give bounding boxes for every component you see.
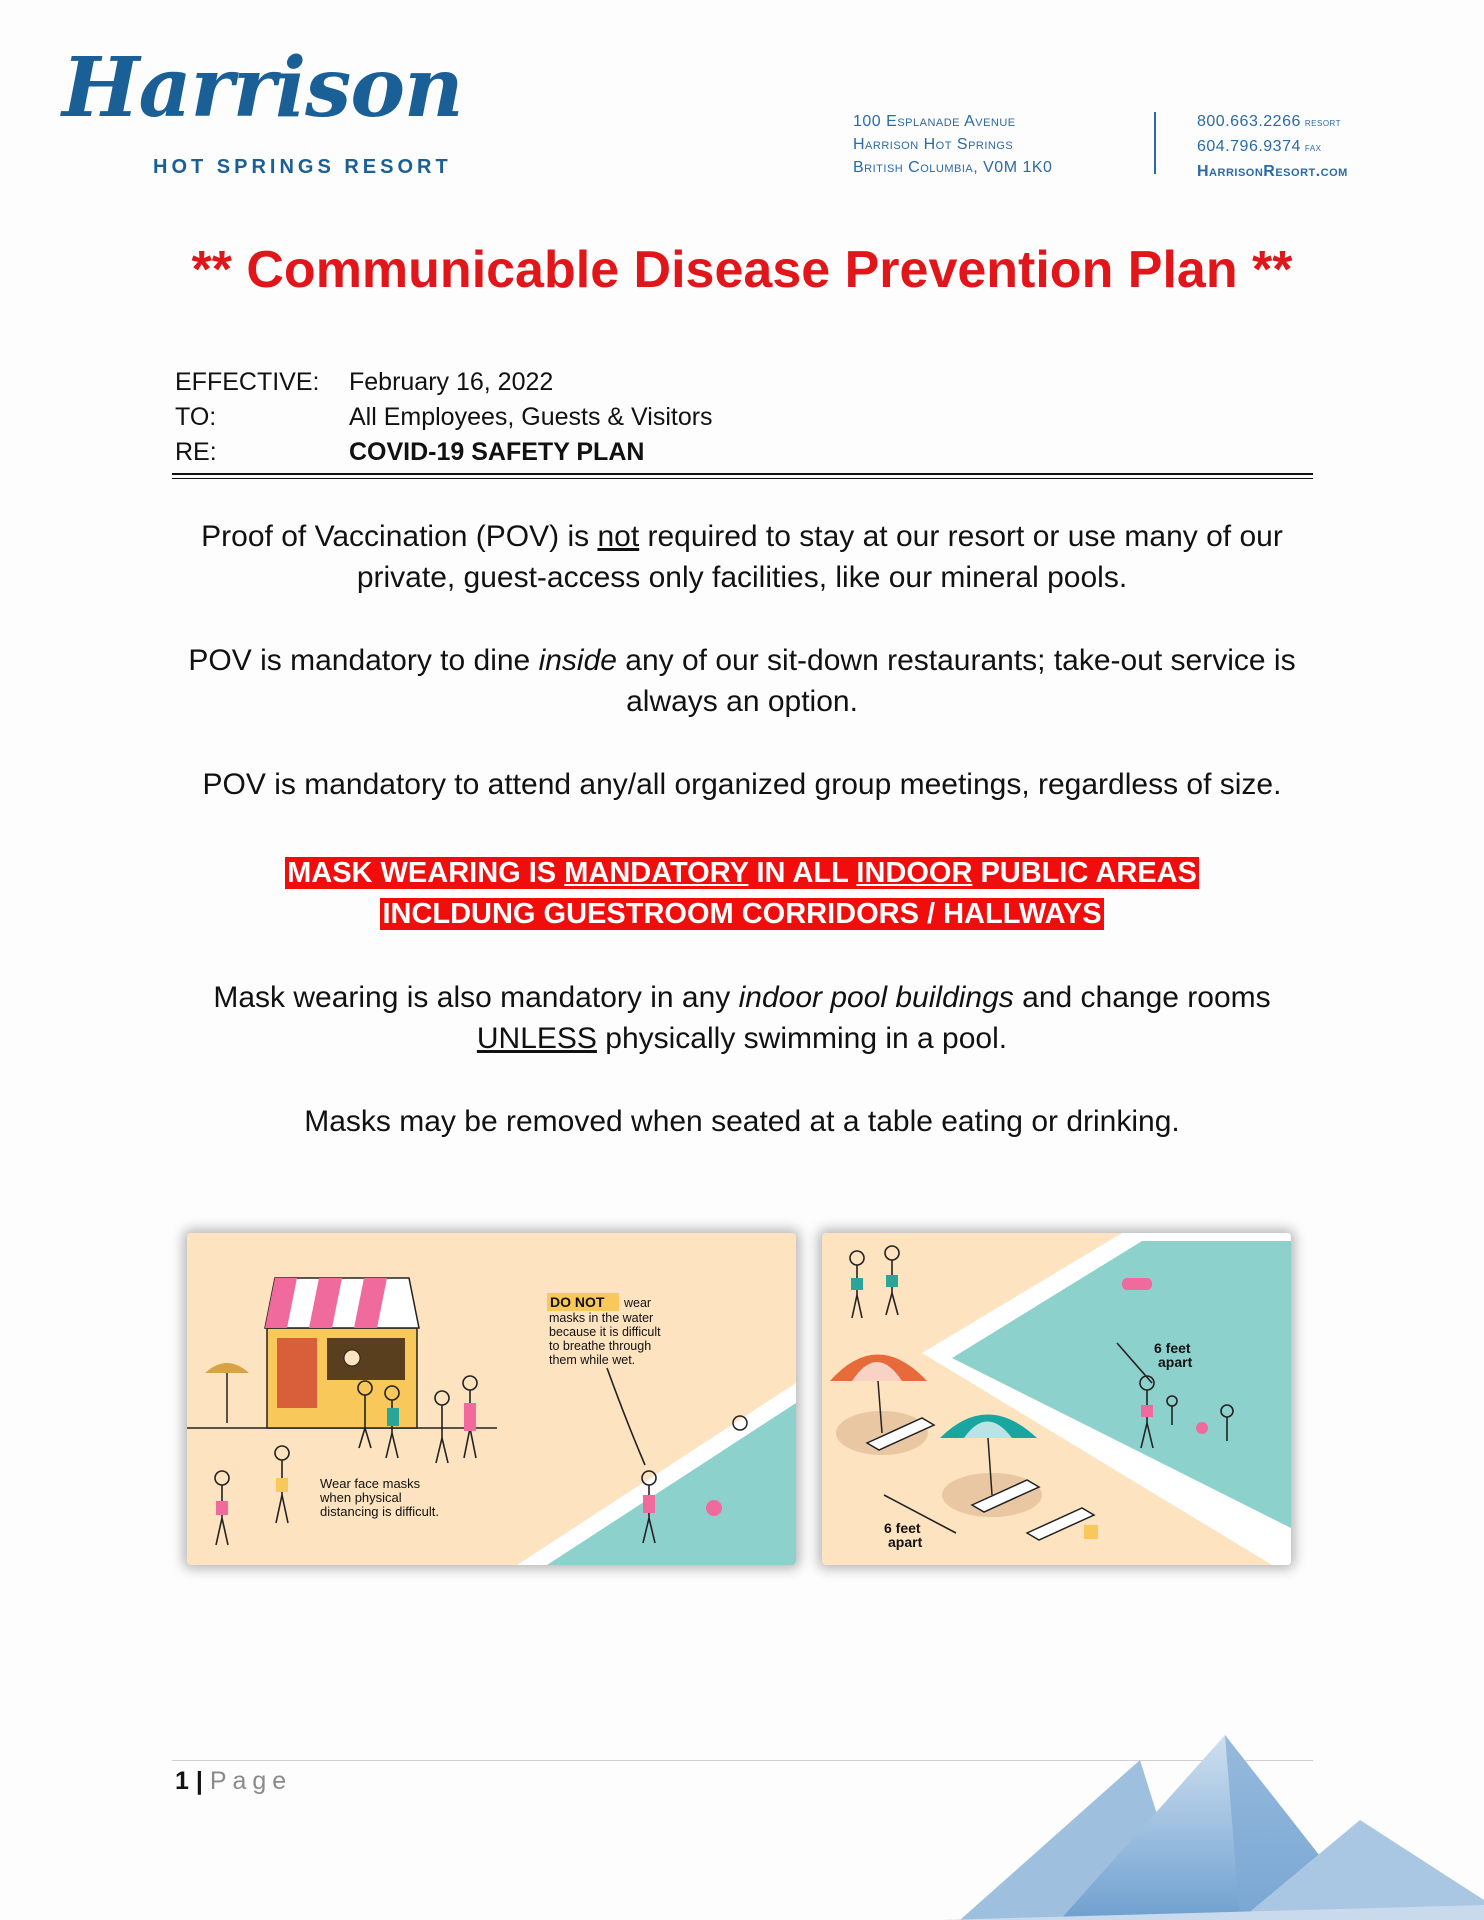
memo-rule — [172, 473, 1313, 475]
caption-line: distancing is difficult. — [320, 1504, 439, 1519]
mask-mandate-banner: MASK WEARING IS MANDATORY IN ALL INDOOR PUBLIC AREAS INCLDUNG GUESTROOM CORRIDORS / HALLWAYS — [287, 857, 1197, 930]
distance-label: 6 feet — [1154, 1340, 1191, 1356]
resort-contact — [1197, 110, 1348, 183]
document-title: ** Communicable Disease Prevention Plan ** — [191, 241, 1293, 299]
memo-value: All Employees, Guests & Visitors — [349, 403, 713, 431]
memo-label: TO: — [175, 403, 217, 431]
address-line: 100 Esplanade Avenue — [853, 113, 1016, 130]
phone-fax-number: 604.796.9374 — [1197, 138, 1301, 155]
address-line: Harrison Hot Springs — [853, 136, 1014, 153]
caption-line: Wear face masks — [320, 1476, 421, 1491]
caption-line: when physical — [320, 1490, 402, 1505]
callout-do-not: DO NOT — [550, 1294, 605, 1310]
paragraph-pool-masks: Mask wearing is also mandatory in any indoor pool buildings and change rooms UNLESS physically swimming in a pool. — [213, 981, 1271, 1055]
paragraph-pov-dining: POV is mandatory to dine inside any of our sit-down restaurants; take-out service is always an option. — [188, 644, 1296, 718]
website-link[interactable]: HarrisonResort.com — [1197, 163, 1348, 180]
paragraph-pov-meetings: POV is mandatory to attend any/all organized group meetings, regardless of size. — [202, 768, 1282, 801]
memo-value: February 16, 2022 — [349, 368, 554, 396]
memo-rule — [172, 478, 1313, 479]
resort-address — [853, 110, 1052, 179]
header-divider — [1154, 112, 1156, 174]
distance-label: 6 feet — [884, 1520, 921, 1536]
illustration-snack-stand-pool — [187, 1233, 796, 1565]
distance-label: apart — [1158, 1354, 1193, 1370]
callout-line: them while wet. — [549, 1353, 636, 1367]
memo-label: EFFECTIVE: — [175, 368, 320, 396]
phone-fax-label: fax — [1304, 142, 1322, 154]
paragraph-seated-eating: Masks may be removed when seated at a table eating or drinking. — [304, 1105, 1180, 1138]
paragraph-pov-stay: Proof of Vaccination (POV) is not required to stay at our resort or use many of our private, guest-access only facilities, like our mineral pools. — [201, 520, 1283, 594]
mountain-graphic — [940, 1730, 1484, 1920]
callout-line: masks in the water — [549, 1311, 654, 1325]
memo-re-row — [175, 435, 644, 469]
distance-label: apart — [888, 1534, 923, 1550]
phone-fax — [1197, 135, 1348, 160]
callout-line: because it is difficult — [549, 1325, 661, 1339]
logo-subtitle: HOT SPRINGS RESORT — [153, 156, 452, 178]
memo-value: COVID-19 SAFETY PLAN — [349, 438, 645, 466]
memo-label: RE: — [175, 438, 217, 466]
phone-resort-label: resort — [1304, 117, 1342, 129]
callout-line: to breathe through — [549, 1339, 652, 1353]
address-line: British Columbia, V0M 1K0 — [853, 159, 1053, 176]
callout-line: wear — [624, 1296, 652, 1310]
phone-resort — [1197, 110, 1348, 135]
page-number: 1 | Page — [175, 1767, 293, 1795]
illustration-pool-distancing — [822, 1233, 1291, 1565]
logo-wordmark: Harrison — [62, 40, 463, 136]
memo-to-row — [175, 400, 713, 434]
phone-resort-number: 800.663.2266 — [1197, 113, 1301, 130]
memo-effective-row — [175, 365, 553, 399]
